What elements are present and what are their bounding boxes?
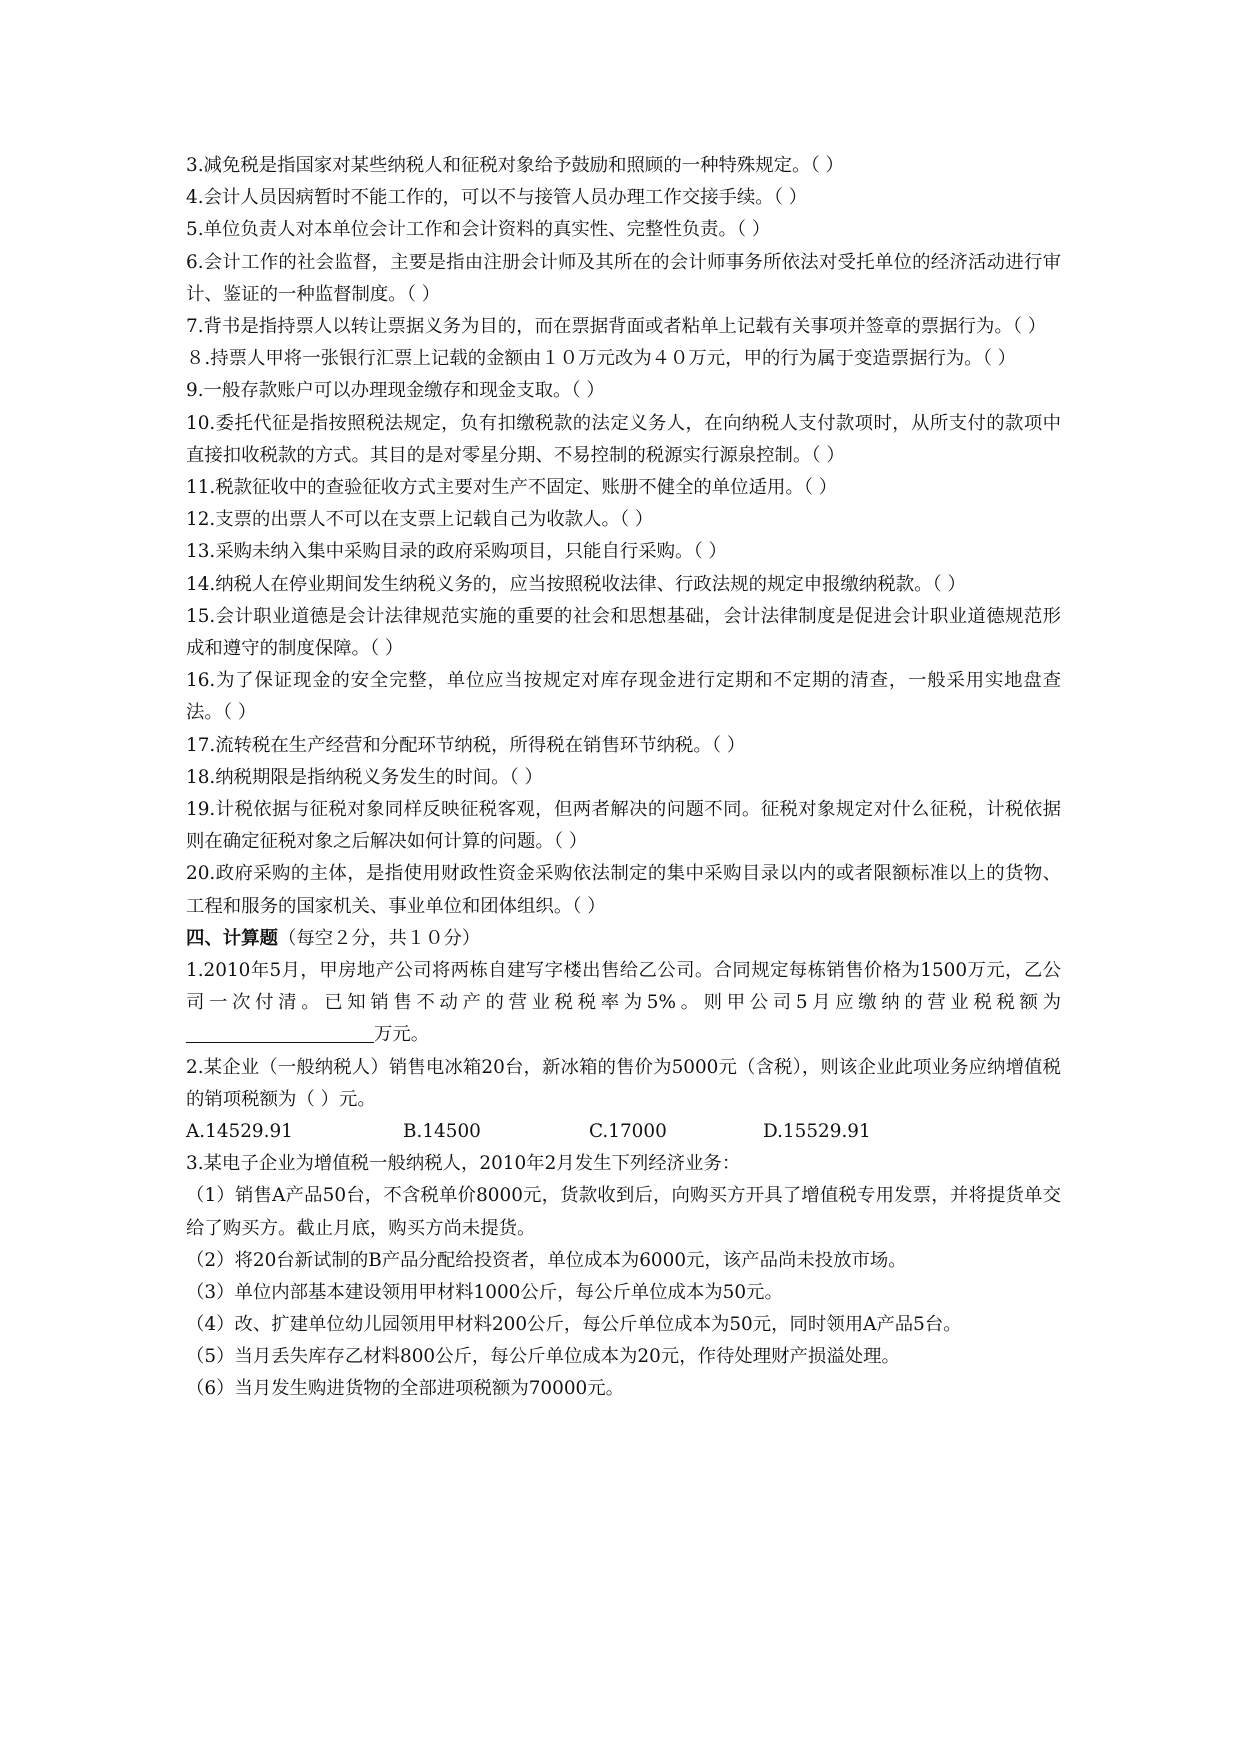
answer-blank[interactable] xyxy=(186,1022,374,1043)
judgement-item-18: 18.纳税期限是指纳税义务发生的时间。（ ） xyxy=(186,766,543,788)
judgement-item-8: ８.持票人甲将一张银行汇票上记载的金额由１０万元改为４０万元，甲的行为属于变造票据行为。（ ） xyxy=(186,348,1017,370)
option-d: D.15529.91 xyxy=(763,1120,871,1142)
judgement-item-7: 7.背书是指持票人以转让票据义务为目的，而在票据背面或者粘单上记载有关事项并签章的票据行为。（ ） xyxy=(186,315,1047,337)
judgement-item-12: 12.支票的出票人不可以在支票上记载自己为收款人。（ ） xyxy=(186,509,654,531)
judgement-item-20: 20.政府采购的主体，是指使用财政性资金采购依法制定的集中采购目录以内的或者限额标准以上的货物、工程和服务的国家机关、事业单位和团体组织。（ ） xyxy=(186,863,1061,917)
calc-question-3-intro: 3.某电子企业为增值税一般纳税人，2010年2月发生下列经济业务： xyxy=(186,1153,741,1175)
judgement-item-14: 14.纳税人在停业期间发生纳税义务的，应当按照税收法律、行政法规的规定申报缴纳税款。（ ） xyxy=(186,573,966,595)
judgement-item-4: 4.会计人员因病暂时不能工作的，可以不与接管人员办理工作交接手续。（ ） xyxy=(186,187,808,209)
document-page xyxy=(186,150,1061,1406)
calc-question-3-item: （4）改、扩建单位幼儿园领用甲材料200公斤，每公斤单位成本为50元，同时领用A产品5台。 xyxy=(186,1314,962,1336)
calc-question-3-item: （3）单位内部基本建设领用甲材料1000公斤，每公斤单位成本为50元。 xyxy=(186,1281,783,1303)
judgement-item-10: 10.委托代征是指按照税法规定，负有扣缴税款的法定义务人，在向纳税人支付款项时，从所支付的款项中直接扣收税款的方式。其目的是对零星分期、不易控制的税源实行源泉控制。（ ） xyxy=(186,412,1061,466)
judgement-item-5: 5.单位负责人对本单位会计工作和会计资料的真实性、完整性负责。（ ） xyxy=(186,219,771,241)
judgement-item-15: 15.会计职业道德是会计法律规范实施的重要的社会和思想基础，会计法律制度是促进会计职业道德规范形成和遵守的制度保障。（ ） xyxy=(186,605,1061,659)
judgement-item-3: 3.减免税是指国家对某些纳税人和征税对象给予鼓励和照顾的一种特殊规定。（ ） xyxy=(186,155,844,176)
judgement-item-9: 9.一般存款账户可以办理现金缴存和现金支取。（ ） xyxy=(186,380,605,402)
option-c: C.17000 xyxy=(589,1120,667,1142)
judgement-item-16: 16.为了保证现金的安全完整，单位应当按规定对库存现金进行定期和不定期的清查，一般采用实地盘查法。（ ） xyxy=(186,670,1061,724)
calc-question-1-unit: 万元。 xyxy=(374,1024,430,1046)
calc-question-2-options xyxy=(186,1116,1061,1148)
judgement-item-17: 17.流转税在生产经营和分配环节纳税，所得税在销售环节纳税。（ ） xyxy=(186,734,746,756)
judgement-item-6: 6.会计工作的社会监督，主要是指由注册会计师及其所在的会计师事务所依法对受托单位的经济活动进行审计、鉴证的一种监督制度。（ ） xyxy=(186,251,1061,305)
calc-question-3-item: （2）将20台新试制的B产品分配给投资者，单位成本为6000元，该产品尚未投放市场。 xyxy=(186,1249,907,1271)
option-b: B.14500 xyxy=(403,1120,481,1142)
calc-question-3-item: （6）当月发生购进货物的全部进项税额为70000元。 xyxy=(186,1378,625,1400)
calc-question-1-text: 1.2010年5月，甲房地产公司将两栋自建写字楼出售给乙公司。合同规定每栋销售价格为1500万元，乙公司一次付清。已知销售不动产的营业税税率为5%。则甲公司5月应缴纳的营业税税额为 xyxy=(186,959,1061,1014)
judgement-item-19: 19.计税依据与征税对象同样反映征税客观，但两者解决的问题不同。征税对象规定对什么征税，计税依据则在确定征税对象之后解决如何计算的问题。（ ） xyxy=(186,798,1061,853)
calc-question-2: 2.某企业（一般纳税人）销售电冰箱20台，新冰箱的售价为5000元（含税），则该企业此项业务应纳增值税的销项税额为（ ）元。 xyxy=(186,1056,1061,1110)
option-a: A.14529.91 xyxy=(186,1120,293,1142)
section-title: 四、计算题 xyxy=(186,927,278,949)
judgement-item-13: 13.采购未纳入集中采购目录的政府采购项目，只能自行采购。（ ） xyxy=(186,541,727,563)
calc-question-3-item: （1）销售A产品50台，不含税单价8000元，货款收到后，向购买方开具了增值税专用发票，并将提货单交给了购买方。截止月底，购买方尚未提货。 xyxy=(186,1185,1061,1239)
section-note: （每空２分，共１０分） xyxy=(277,927,481,949)
section-heading xyxy=(186,923,1061,955)
calc-question-3-item: （5）当月丢失库存乙材料800公斤，每公斤单位成本为20元，作待处理财产损溢处理。 xyxy=(186,1346,900,1368)
judgement-item-11: 11.税款征收中的查验征收方式主要对生产不固定、账册不健全的单位适用。（ ） xyxy=(186,476,838,498)
calc-question-1 xyxy=(186,955,1061,1052)
